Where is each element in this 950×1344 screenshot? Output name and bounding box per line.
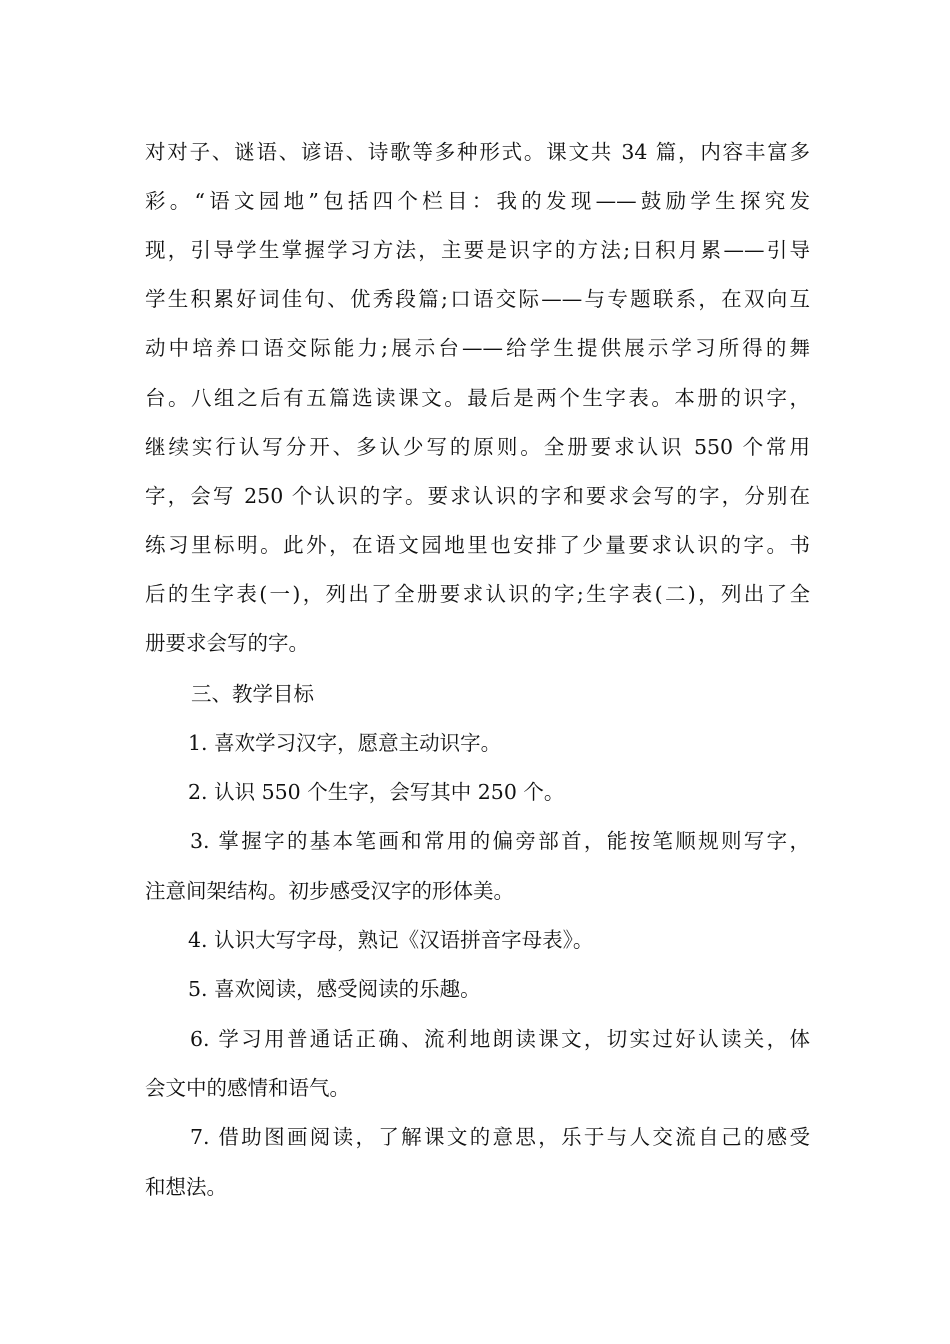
paragraph-line: 台。八组之后有五篇选读课文。最后是两个生字表。本册的识字， [145, 386, 810, 410]
paragraph-line: 字，会写 250 个认识的字。要求认识的字和要求会写的字，分别在 [145, 484, 810, 508]
objective-item: 6. 学习用普通话正确、流利地朗读课文，切实过好认读关，体 [190, 1027, 810, 1051]
paragraph-line: 继续实行认写分开、多认少写的原则。全册要求认识 550 个常用 [145, 435, 810, 459]
objective-item: 2. 认识 550 个生字，会写其中 250 个。 [188, 780, 565, 804]
paragraph-line: 对对子、谜语、谚语、诗歌等多种形式。课文共 34 篇，内容丰富多 [145, 140, 810, 164]
objective-item: 4. 认识大写字母，熟记《汉语拼音字母表》。 [188, 928, 594, 952]
objective-item: 1. 喜欢学习汉字，愿意主动识字。 [188, 731, 502, 755]
paragraph-line: 后的生字表(一)，列出了全册要求认识的字;生字表(二)，列出了全 [145, 582, 810, 606]
paragraph-line: 练习里标明。此外，在语文园地里也安排了少量要求认识的字。书 [145, 533, 810, 557]
paragraph-line: 彩。“语文园地”包括四个栏目：我的发现——鼓励学生探究发 [145, 189, 810, 213]
paragraph-line: 动中培养口语交际能力;展示台——给学生提供展示学习所得的舞 [145, 336, 810, 360]
paragraph-line: 现，引导学生掌握学习方法，主要是识字的方法;日积月累——引导 [145, 238, 810, 262]
objective-item: 3. 掌握字的基本笔画和常用的偏旁部首，能按笔顺规则写字， [190, 829, 810, 853]
objective-item-continuation: 会文中的感情和语气。 [145, 1076, 350, 1100]
objective-item-continuation: 和想法。 [145, 1175, 227, 1199]
paragraph-line: 学生积累好词佳句、优秀段篇;口语交际——与专题联系，在双向互 [145, 287, 810, 311]
objective-item-continuation: 注意间架结构。初步感受汉字的形体美。 [145, 879, 514, 903]
section-heading: 三、教学目标 [191, 682, 314, 706]
objective-item: 5. 喜欢阅读，感受阅读的乐趣。 [188, 977, 481, 1001]
objective-item: 7. 借助图画阅读，了解课文的意思，乐于与人交流自己的感受 [190, 1125, 810, 1149]
paragraph-line: 册要求会写的字。 [145, 631, 309, 655]
